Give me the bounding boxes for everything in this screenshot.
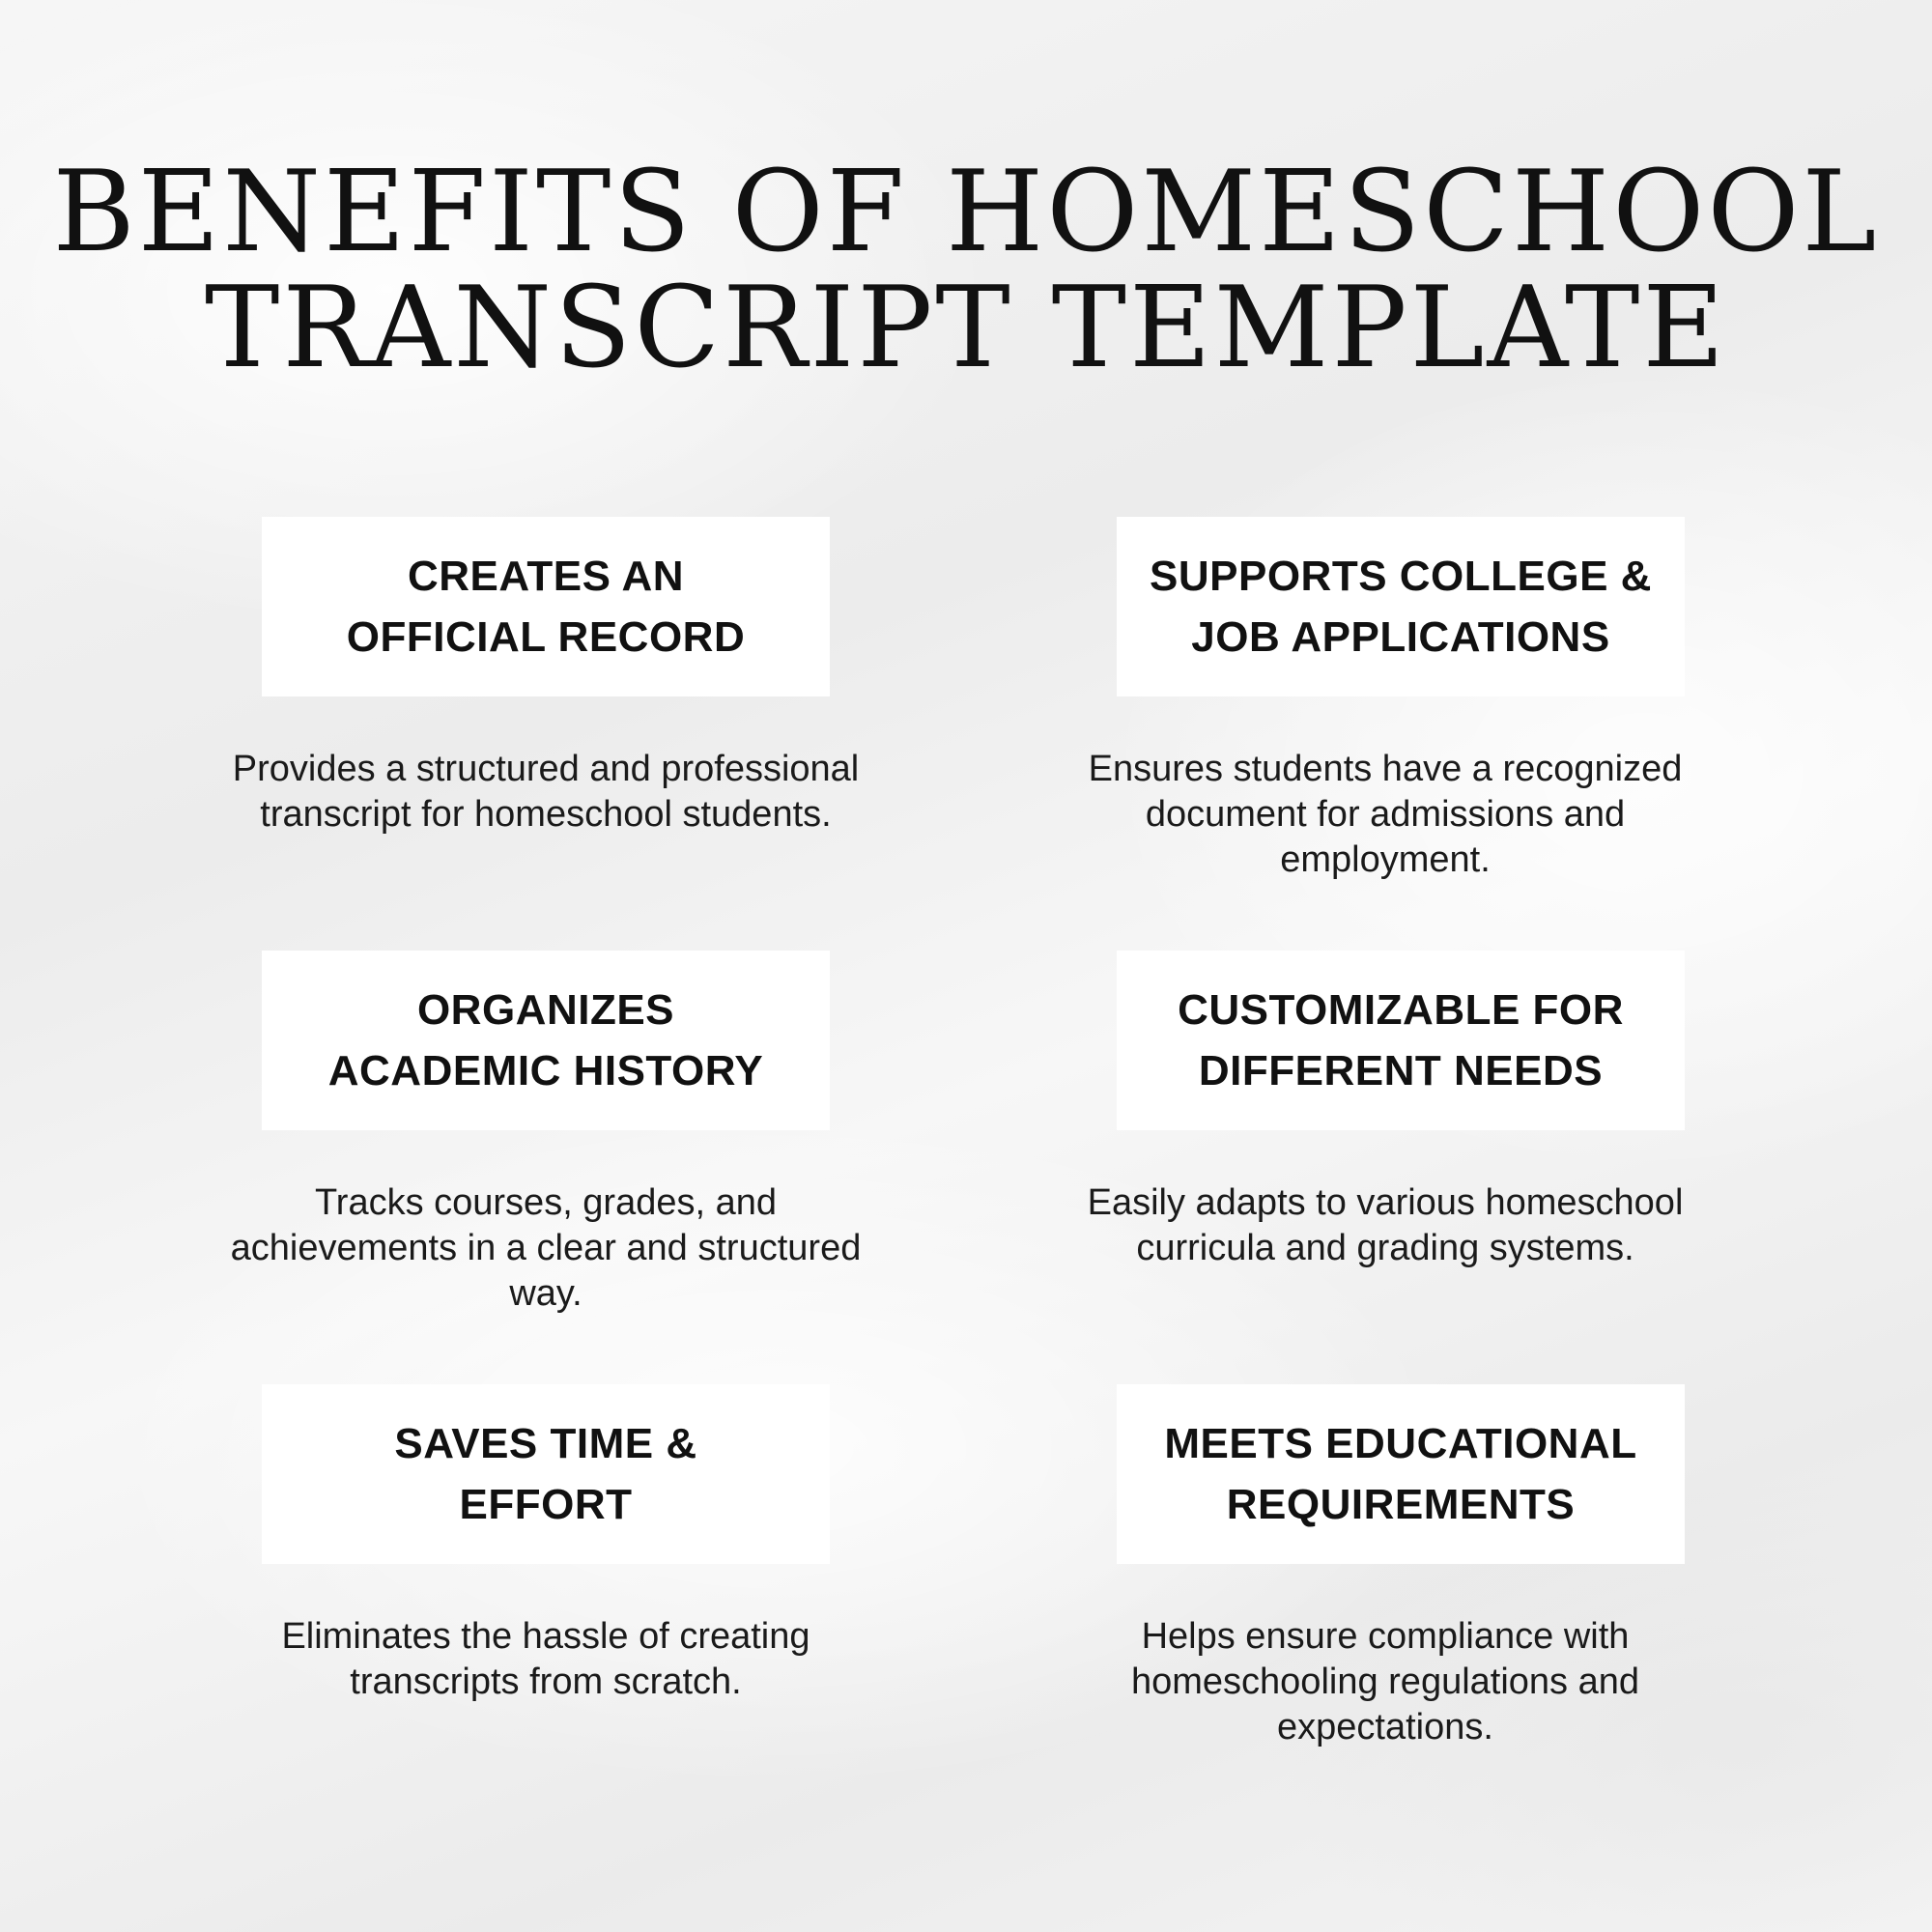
- benefit-heading: [347, 546, 745, 668]
- title-line-2: TRANSCRIPT TEMPLATE: [204, 263, 1728, 393]
- benefit-description-line: Eliminates the hassle of creating: [281, 1616, 810, 1657]
- benefit-description-line: way.: [509, 1273, 582, 1314]
- page-title: [0, 147, 1932, 393]
- benefit-description-line: homeschooling regulations and: [1130, 1662, 1640, 1702]
- title-line-1: BENEFITS OF HOMESCHOOL: [52, 147, 1880, 277]
- benefit-description-line: expectations.: [1277, 1707, 1493, 1747]
- benefit-card-college-job: [1117, 517, 1685, 696]
- benefit-description-line: curricula and grading systems.: [1136, 1228, 1634, 1268]
- benefit-description-line: transcript for homeschool students.: [260, 794, 832, 835]
- benefit-description-college-job: [989, 747, 1781, 883]
- benefit-heading: [328, 980, 763, 1101]
- benefit-card-saves-time: [262, 1384, 830, 1564]
- benefit-heading-line: SAVES TIME &: [394, 1420, 697, 1467]
- benefit-description-line: achievements in a clear and structured: [230, 1228, 862, 1268]
- benefit-description-line: Tracks courses, grades, and: [314, 1182, 778, 1223]
- benefit-description-line: transcripts from scratch.: [350, 1662, 742, 1702]
- benefit-description-line: document for admissions and: [1145, 794, 1626, 835]
- benefit-heading-line: ORGANIZES: [416, 986, 675, 1034]
- benefit-heading: [1150, 546, 1652, 668]
- benefit-heading-line: ACADEMIC HISTORY: [327, 1047, 764, 1094]
- benefit-description-official-record: [150, 747, 942, 838]
- benefit-heading-line: REQUIREMENTS: [1226, 1481, 1576, 1528]
- benefit-heading: [1164, 1413, 1636, 1535]
- benefit-description-academic-history: [150, 1180, 942, 1317]
- benefit-description-saves-time: [150, 1614, 942, 1705]
- benefit-card-customizable: [1117, 951, 1685, 1130]
- benefit-heading: [394, 1413, 696, 1535]
- benefit-heading: [1178, 980, 1624, 1101]
- benefit-heading-line: DIFFERENT NEEDS: [1198, 1047, 1604, 1094]
- benefit-description-line: Provides a structured and professional: [232, 749, 860, 789]
- benefit-card-official-record: [262, 517, 830, 696]
- benefit-heading-line: EFFORT: [459, 1481, 633, 1528]
- benefit-description-educational-requirements: [989, 1614, 1781, 1750]
- benefit-description-line: Ensures students have a recognized: [1088, 749, 1683, 789]
- benefit-heading-line: MEETS EDUCATIONAL: [1164, 1420, 1637, 1467]
- benefit-heading-line: OFFICIAL RECORD: [346, 613, 746, 661]
- benefit-card-academic-history: [262, 951, 830, 1130]
- benefit-heading-line: SUPPORTS COLLEGE &: [1150, 553, 1652, 600]
- benefit-description-line: employment.: [1280, 839, 1491, 880]
- benefit-description-line: Easily adapts to various homeschool: [1087, 1182, 1684, 1223]
- benefit-heading-line: JOB APPLICATIONS: [1191, 613, 1610, 661]
- benefit-card-educational-requirements: [1117, 1384, 1685, 1564]
- benefit-heading-line: CUSTOMIZABLE FOR: [1178, 986, 1624, 1034]
- benefit-heading-line: CREATES AN: [407, 553, 685, 600]
- benefit-description-line: Helps ensure compliance with: [1141, 1616, 1630, 1657]
- benefit-description-customizable: [989, 1180, 1781, 1271]
